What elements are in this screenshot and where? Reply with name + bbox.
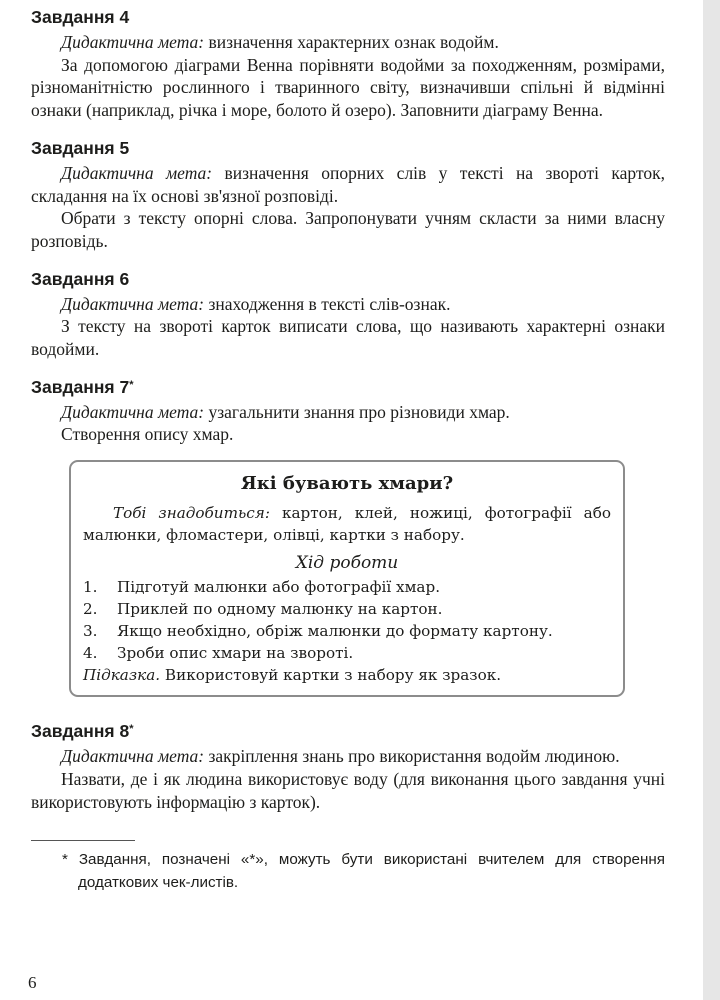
- hint-label: Підказка.: [83, 666, 161, 685]
- goal-label: Дидактична мета:: [61, 401, 205, 422]
- footnote-mark: *: [129, 723, 134, 736]
- task-text: Створення опису хмар.: [61, 424, 234, 445]
- goal-label: Дидактична мета:: [61, 293, 205, 314]
- step-text: Якщо необхідно, обріж малюнки до формату картону.: [117, 622, 553, 641]
- goal-label: Дидактична мета:: [61, 32, 205, 52]
- task-goal: [31, 401, 665, 424]
- step-text: Підготуй малюнки або фотографії хмар.: [117, 578, 441, 597]
- task-goal: [31, 745, 665, 768]
- task-title: Завдання 7: [31, 376, 130, 397]
- step-item: [83, 576, 611, 598]
- step-number: 3.: [83, 622, 98, 641]
- task-text: Назвати, де і як людина використовує воду (для виконання цього завдання учні використовують інформацію з карток).: [31, 768, 665, 812]
- page-edge: [703, 0, 720, 1000]
- step-item: [83, 598, 611, 620]
- task-6-section: [31, 268, 665, 361]
- task-goal: [31, 293, 665, 316]
- task-7-section: [31, 376, 665, 697]
- task-heading: [31, 720, 665, 742]
- task-heading: Завдання 6: [31, 268, 130, 289]
- goal-text: визначення опорних слів у тексті на звороті карток, складання на їх основі зв'язної розповіді.: [31, 162, 665, 206]
- task-4-section: [31, 6, 665, 122]
- card-hint: [83, 664, 611, 686]
- step-number: 1.: [83, 578, 98, 597]
- step-text: Зроби опис хмари на звороті.: [117, 644, 354, 663]
- footnote-divider: [31, 840, 135, 841]
- step-number: 4.: [83, 644, 98, 663]
- document-page: [31, 6, 665, 894]
- task-heading: Завдання 4: [31, 7, 130, 27]
- goal-label: Дидактична мета:: [61, 162, 213, 183]
- task-8-section: [31, 720, 665, 813]
- task-text: За допомогою діаграми Венна порівняти водойми за походженням, розмірами, різноманітністю рослинного і тваринного світу, визначивши спільні й відмінні ознаки (наприклад, річка і море, болото й озеро). Заповнити діаграму Венна.: [31, 54, 665, 121]
- task-title: Завдання 8: [31, 721, 130, 742]
- task-goal: [31, 31, 665, 54]
- task-heading: [31, 376, 665, 398]
- step-number: 2.: [83, 600, 98, 619]
- task-5-section: [31, 137, 665, 253]
- needs-label: Тобі знадобиться:: [113, 504, 270, 523]
- step-text: Приклей по одному малюнку на картон.: [117, 600, 443, 619]
- task-goal: [31, 162, 665, 207]
- hint-text: Використовуй картки з набору як зразок.: [160, 666, 502, 685]
- steps-list: [83, 576, 611, 664]
- task-text: З тексту на звороті карток виписати слова, що називають характерні ознаки водойми.: [31, 316, 665, 360]
- goal-text: визначення характерних ознак водойм.: [204, 32, 499, 52]
- task-text: Обрати з тексту опорні слова. Запропонувати учням скласти за ними власну розповідь.: [31, 208, 665, 251]
- step-item: [83, 642, 611, 664]
- footnote: * Завдання, позначені «*», можуть бути використані вчителем для створення додаткових чек-листів.: [62, 851, 665, 891]
- task-heading: Завдання 5: [31, 137, 130, 158]
- card-subtitle: Хід роботи: [295, 553, 399, 574]
- footnote-mark: *: [129, 378, 134, 391]
- card-title: Які бувають хмари?: [240, 473, 454, 495]
- page-number: 6: [28, 973, 37, 992]
- step-item: [83, 620, 611, 642]
- activity-card: [69, 460, 625, 697]
- card-needs: [83, 502, 611, 546]
- goal-text: закріплення знань про використання водойм людиною.: [204, 746, 620, 767]
- needs-text: картон, клей, ножиці, фотографії або малюнки, фломастери, олівці, картки з набору.: [83, 504, 611, 545]
- goal-label: Дидактична мета:: [61, 746, 205, 767]
- goal-text: узагальнити знання про різновиди хмар.: [204, 401, 510, 422]
- goal-text: знаходження в тексті слів-ознак.: [204, 293, 451, 314]
